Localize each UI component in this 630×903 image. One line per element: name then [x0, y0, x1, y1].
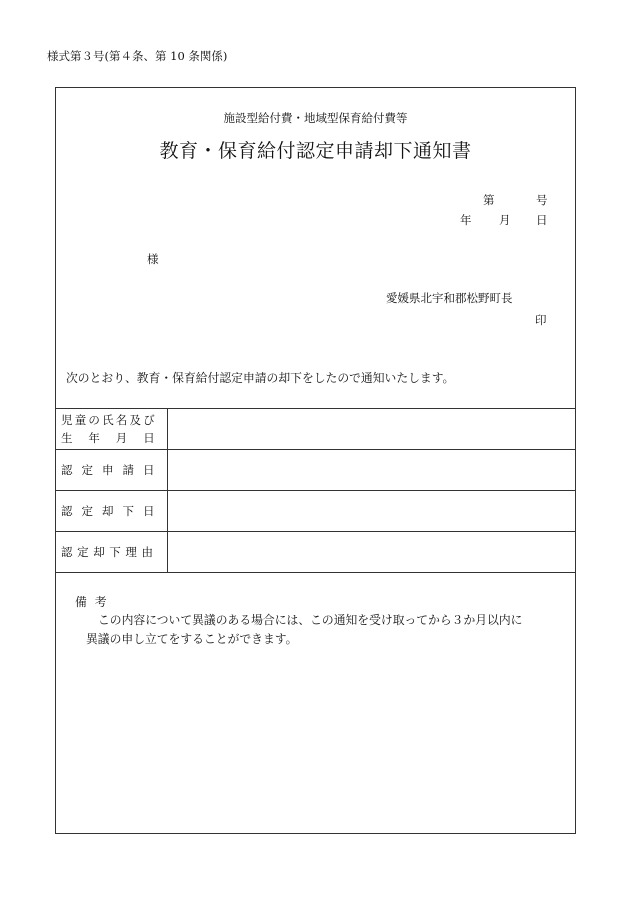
form-reference: 様式第３号(第４条、第 10 条関係) — [47, 49, 228, 63]
row-value-rejection-date[interactable] — [168, 491, 575, 531]
issuer-name: 愛媛県北宇和郡松野町長 — [386, 291, 513, 305]
number-suffix: 号 — [536, 193, 548, 207]
notice-frame — [55, 87, 576, 834]
row-label-line2: 生 年 月 日 — [61, 431, 157, 445]
remarks-body — [86, 611, 556, 649]
row-label-child-name-birthdate — [56, 409, 168, 449]
table-row — [56, 409, 575, 450]
addressee-suffix: 様 — [147, 252, 159, 266]
table-row — [56, 491, 575, 532]
seal-mark: 印 — [535, 313, 547, 327]
date-day: 日 — [536, 213, 548, 227]
notice-subtitle: 施設型給付費・地域型保育給付費等 — [223, 111, 408, 125]
row-value-application-date[interactable] — [168, 450, 575, 490]
row-label-rejection-date: 認定却下日 — [56, 491, 168, 531]
remarks-line-2: 異議の申し立てをすることができます。 — [86, 632, 298, 646]
details-table — [56, 408, 575, 573]
row-value-child-name-birthdate[interactable] — [168, 409, 575, 449]
row-label-rejection-reason: 認定却下理由 — [56, 532, 168, 572]
date-year: 年 — [460, 213, 472, 227]
notice-title: 教育・保育給付認定申請却下通知書 — [159, 140, 472, 162]
intro-text: 次のとおり、教育・保育給付認定申請の却下をしたので通知いたします。 — [66, 371, 455, 385]
remarks-heading: 備考 — [75, 595, 115, 609]
row-value-rejection-reason[interactable] — [168, 532, 575, 572]
row-label-line1: 児童の氏名及び — [61, 413, 157, 427]
row-label-application-date: 認定申請日 — [56, 450, 168, 490]
table-row — [56, 450, 575, 491]
table-row — [56, 532, 575, 573]
date-month: 月 — [499, 213, 511, 227]
remarks-line-1: この内容について異議のある場合には、この通知を受け取ってから３か月以内に — [98, 613, 523, 627]
number-prefix: 第 — [483, 193, 495, 207]
